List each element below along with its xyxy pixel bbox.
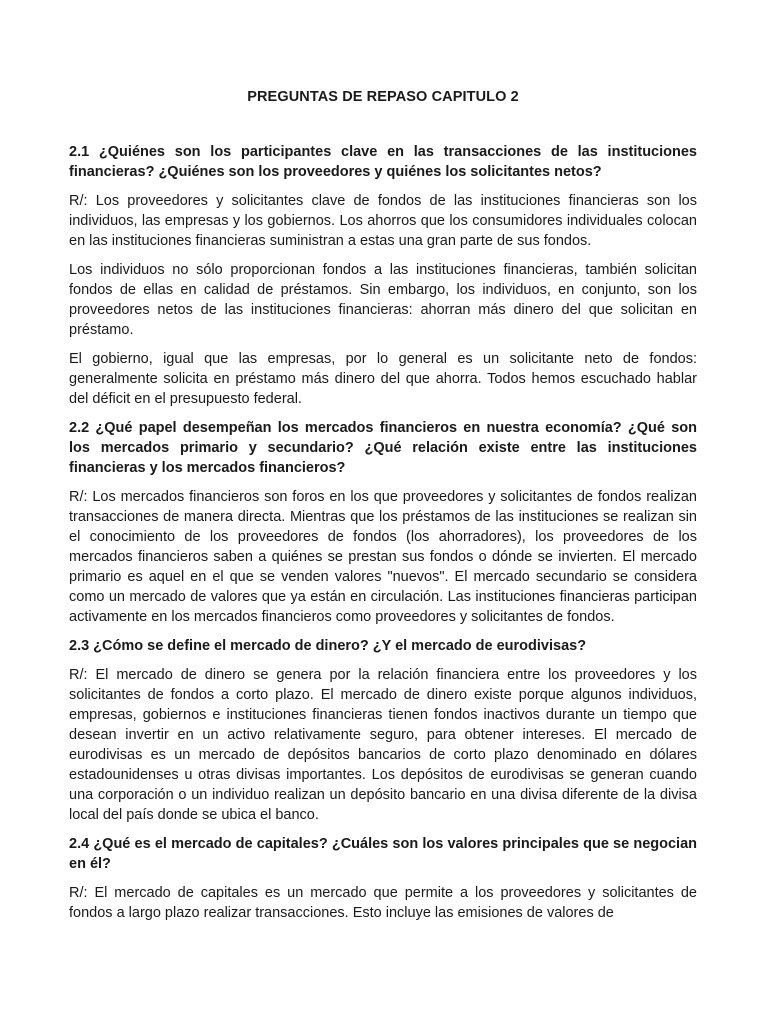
section-2-4 (69, 834, 697, 923)
document-title: PREGUNTAS DE REPASO CAPITULO 2 (247, 89, 519, 105)
answer-paragraph: R/: Los mercados financieros son foros en los que proveedores y solicitantes de fondos realizan transacciones de manera directa. Mientras que los préstamos de las instituciones se realizan sin el conocimiento de los proveedores de fondos (los ahorradores), los proveedores de los mercados financieros saben a quiénes se prestan sus fondos o dónde se invierten. El mercado primario es aquel en el que se venden valores "nuevos". El mercado secundario se considera como un mercado de valores que ya están en circulación. Las instituciones financieras participan activamente en los mercados financieros como proveedores y solicitantes de fondos. (69, 489, 697, 625)
answer-paragraph: R/: Los proveedores y solicitantes clave de fondos de las instituciones financieras son los individuos, las empresas y los gobiernos. Los ahorros que los consumidores individuales colocan en las instituciones financieras suministran a estas una gran parte de sus fondos. (69, 193, 697, 249)
question-heading: 2.3 ¿Cómo se define el mercado de dinero? ¿Y el mercado de eurodivisas? (69, 638, 587, 654)
answer-paragraph: R/: El mercado de dinero se genera por la relación financiera entre los proveedores y los solicitantes de fondos a corto plazo. El mercado de dinero existe porque algunos individuos, empresas, gobiernos e instituciones financieras tienen fondos inactivos durante un tiempo que desean invertir en un activo relativamente seguro, para obtener intereses. El mercado de eurodivisas es un mercado de depósitos bancarios de corto plazo denominado en dólares estadounidenses u otras divisas importantes. Los depósitos de eurodivisas se generan cuando una corporación o un individuo realizan un depósito bancario en una divisa diferente de la divisa local del país donde se ubica el banco. (69, 667, 697, 823)
question-heading: 2.4 ¿Qué es el mercado de capitales? ¿Cuáles son los valores principales que se negocian en él? (69, 836, 697, 872)
question-heading: 2.1 ¿Quiénes son los participantes clave en las transacciones de las instituciones financieras? ¿Quiénes son los proveedores y quiénes los solicitantes netos? (69, 144, 697, 180)
document-page (69, 88, 697, 932)
answer-paragraph: Los individuos no sólo proporcionan fondos a las instituciones financieras, también solicitan fondos de ellas en calidad de préstamos. Sin embargo, los individuos, en conjunto, son los proveedores netos de las instituciones financieras: ahorran más dinero del que solicitan en préstamo. (69, 262, 697, 338)
answer-paragraph: R/: El mercado de capitales es un mercado que permite a los proveedores y solicitantes de fondos a largo plazo realizar transacciones. Esto incluye las emisiones de valores de (69, 885, 697, 921)
section-2-1 (69, 142, 697, 409)
question-heading: 2.2 ¿Qué papel desempeñan los mercados financieros en nuestra economía? ¿Qué son los mercados primario y secundario? ¿Qué relación existe entre las instituciones financieras y los mercados financieros? (69, 420, 697, 476)
section-2-3 (69, 636, 697, 825)
section-2-2 (69, 418, 697, 627)
answer-paragraph: El gobierno, igual que las empresas, por lo general es un solicitante neto de fondos: generalmente solicita en préstamo más dinero del que ahorra. Todos hemos escuchado hablar del déficit en el presupuesto federal. (69, 351, 697, 407)
